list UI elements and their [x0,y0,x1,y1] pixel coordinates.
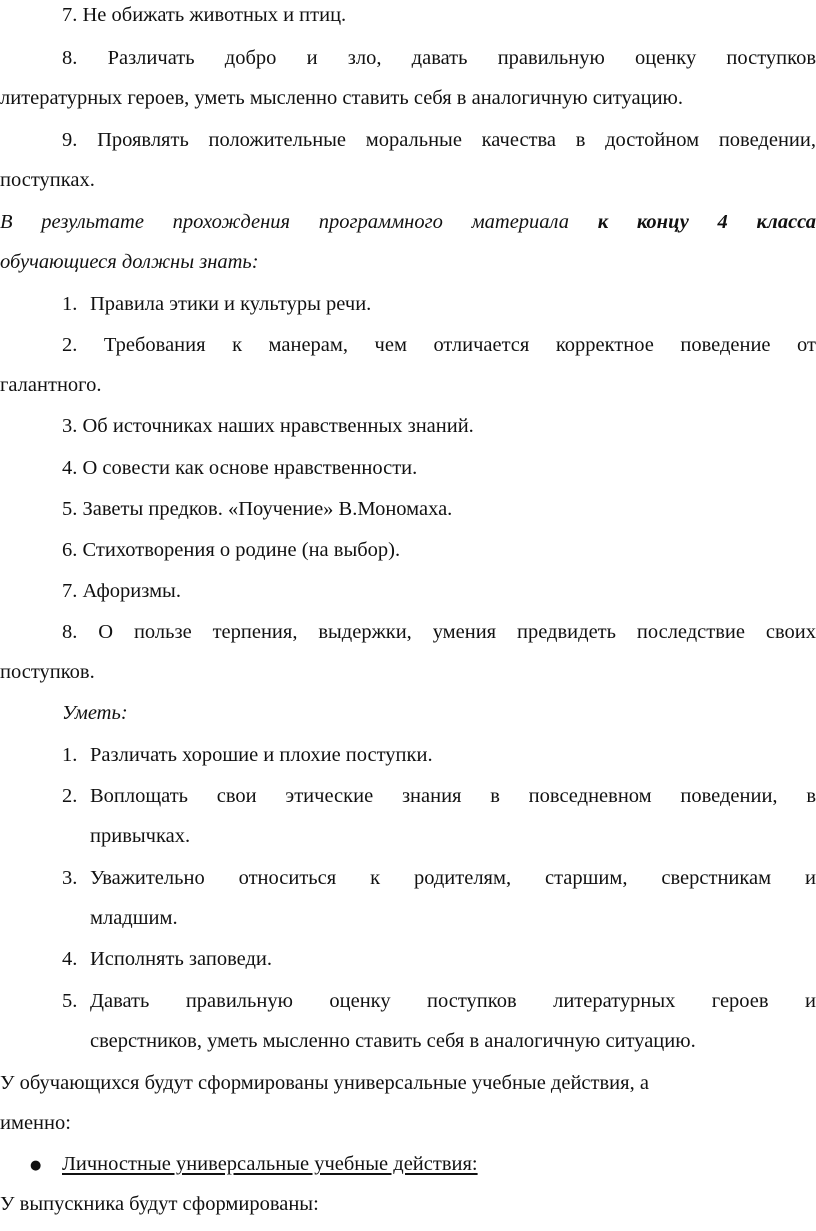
know-item-2-line2: галантного. [0,374,102,396]
able-item-5-line1: Давать правильную оценку поступков литературных героев и [90,990,816,1012]
able-item-3-line1: Уважительно относиться к родителям, старшим, сверстникам и [90,867,816,889]
know-item-8-line1: 8. О пользе терпения, выдержки, умения предвидеть последствие своих [62,621,816,643]
able-item-4 [0,947,816,973]
moral-item-9-line1: 9. Проявлять положительные моральные качества в достойном поведении, [62,129,816,151]
moral-item-7: 7. Не обижать животных и птиц. [62,4,347,26]
moral-item-8-line2: литературных героев, уметь мысленно ставить себя в аналогичную ситуацию. [0,87,683,109]
result-intro-line2: обучающиеся должны знать: [0,251,259,273]
know-item-2-line1: 2. Требования к манерам, чем отличается корректное поведение от [62,334,816,356]
moral-item-8-line1: 8. Различать добро и зло, давать правильную оценку поступков [62,47,816,69]
graduate-line: У выпускника будут сформированы: [0,1193,319,1215]
able-item-5-line2: сверстников, уметь мысленно ставить себя в аналогичную ситуацию. [90,1030,696,1052]
know-item-8-line2: поступков. [0,661,95,683]
able-item-2-number: 2. [62,785,78,807]
able-item-4-number: 4. [62,948,78,970]
know-item-6: 6. Стихотворения о родине (на выбор). [62,539,401,561]
able-item-3-line2: младшим. [90,907,178,929]
able-item-1-text: Различать хорошие и плохие поступки. [90,744,433,766]
uud-intro-line2: именно: [0,1112,71,1134]
able-item-2-line2: привычках. [90,825,191,847]
result-intro-grade: к концу 4 класса [597,211,816,233]
know-item-5: 5. Заветы предков. «Поучение» В.Мономаха. [62,498,453,520]
able-heading: Уметь: [62,702,128,724]
personal-uud-heading: Личностные универсальные учебные действия: [62,1153,478,1175]
result-intro-text: В результате прохождения программного материала [0,211,598,233]
personal-uud-item [0,1152,816,1178]
able-item-1-number: 1. [62,744,78,766]
know-item-4: 4. О совести как основе нравственности. [62,457,418,479]
know-item-1-text: Правила этики и культуры речи. [90,293,372,315]
result-intro-line1 [0,210,816,236]
uud-intro-line1: У обучающихся будут сформированы универсальные учебные действия, а [0,1072,649,1094]
able-item-3-number: 3. [62,867,78,889]
bullet-icon: ● [30,1158,42,1173]
know-item-1 [0,292,816,318]
know-item-3: 3. Об источниках наших нравственных знаний. [62,415,474,437]
moral-item-9-line2: поступках. [0,169,95,191]
able-item-2-line1: Воплощать свои этические знания в повседневном поведении, в [90,785,816,807]
able-item-5-number: 5. [62,990,78,1012]
able-item-4-text: Исполнять заповеди. [90,948,272,970]
able-item-1 [0,743,816,769]
know-item-7: 7. Афоризмы. [62,580,181,602]
know-item-1-number: 1. [62,293,78,315]
